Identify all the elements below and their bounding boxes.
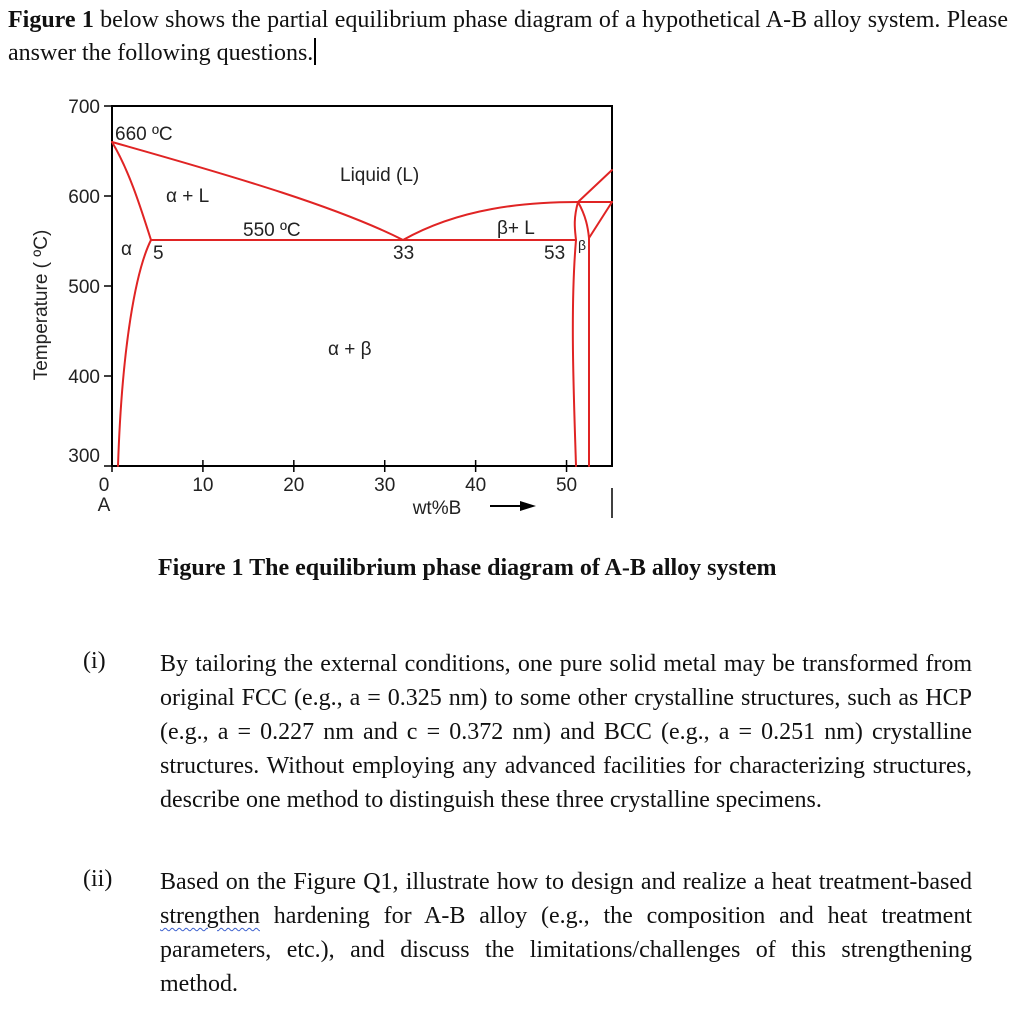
y-axis-label: Temperature ( ºC): [31, 229, 52, 381]
x-tick-label: 50: [555, 475, 578, 496]
liquidus-upper-right: [578, 170, 612, 202]
x-origin-label: A: [97, 495, 111, 516]
figure-reference: Figure 1: [8, 7, 94, 33]
x-tick-label: 10: [192, 475, 214, 496]
axis-ticks: [68, 97, 577, 496]
label-alpha-solubility: 5: [153, 243, 164, 264]
y-tick-label: 600: [68, 187, 100, 208]
label-liquid: Liquid (L): [340, 165, 420, 186]
label-beta-liquid: β+ L: [497, 218, 535, 239]
x-tick-label: 30: [374, 475, 396, 496]
question-1-number: (i): [83, 648, 106, 674]
solidus-left: [112, 142, 151, 240]
spellcheck-flagged-word[interactable]: strengthen: [160, 903, 260, 929]
phase-diagram: [0, 90, 640, 530]
beta-boundary-b: [589, 202, 612, 238]
intro-text: below shows the partial equilibrium phase diagram of a hypothetical A-B alloy system. Please answer the following questions.: [8, 7, 1009, 66]
x-axis-label: wt%B: [412, 498, 462, 519]
x-tick-label: 0: [98, 475, 110, 496]
intro-paragraph: [8, 4, 1008, 70]
label-alpha-beta: α + β: [328, 339, 372, 360]
y-tick-label: 700: [68, 97, 100, 118]
question-2-number: (ii): [83, 866, 113, 892]
label-eutectic-temp: 550 ºC: [243, 220, 301, 241]
y-tick-label: 400: [68, 367, 100, 388]
text-cursor: [314, 38, 316, 65]
y-tick-label: 300: [68, 446, 100, 467]
x-direction-arrow: [490, 501, 536, 511]
solvus-left: [118, 240, 151, 466]
figure-caption: Figure 1 The equilibrium phase diagram of A-B alloy system: [158, 555, 777, 581]
x-tick-label: 40: [465, 475, 487, 496]
plot-frame: [112, 106, 612, 466]
solvus-right: [573, 240, 576, 466]
label-eutectic-composition: 33: [393, 243, 415, 264]
y-tick-label: 500: [68, 277, 100, 298]
question-2-text-start: Based on the Figure Q1, illustrate how to design and realize a heat treatment-based: [160, 869, 972, 895]
label-alpha-liquid: α + L: [166, 186, 210, 207]
question-1-text: By tailoring the external conditions, one pure solid metal may be transformed from original FCC (e.g., a = 0.325 nm) to some other crystalline structures, such as HCP (e.g., a = 0.227 nm and c = 0.372 nm) and BCC (e.g., a = 0.251 nm) crystalline structures. Without employing any advanced facilities for characterizing structures, describe one method to distinguish these three crystalline specimens.: [160, 651, 972, 813]
label-beta: β: [578, 237, 587, 253]
question-2-text-end: hardening for A-B alloy (e.g., the composition and heat treatment parameters, etc.), and discuss the limitations/challenges of this strengthening method.: [160, 903, 972, 997]
question-2-text: [160, 865, 972, 1001]
label-beta-solubility: 53: [544, 243, 566, 264]
label-melting-point-a: 660 ºC: [115, 124, 173, 145]
label-alpha: α: [121, 239, 132, 260]
solidus-right: [575, 202, 578, 240]
x-tick-label: 20: [283, 475, 305, 496]
liquidus-right: [403, 202, 578, 240]
